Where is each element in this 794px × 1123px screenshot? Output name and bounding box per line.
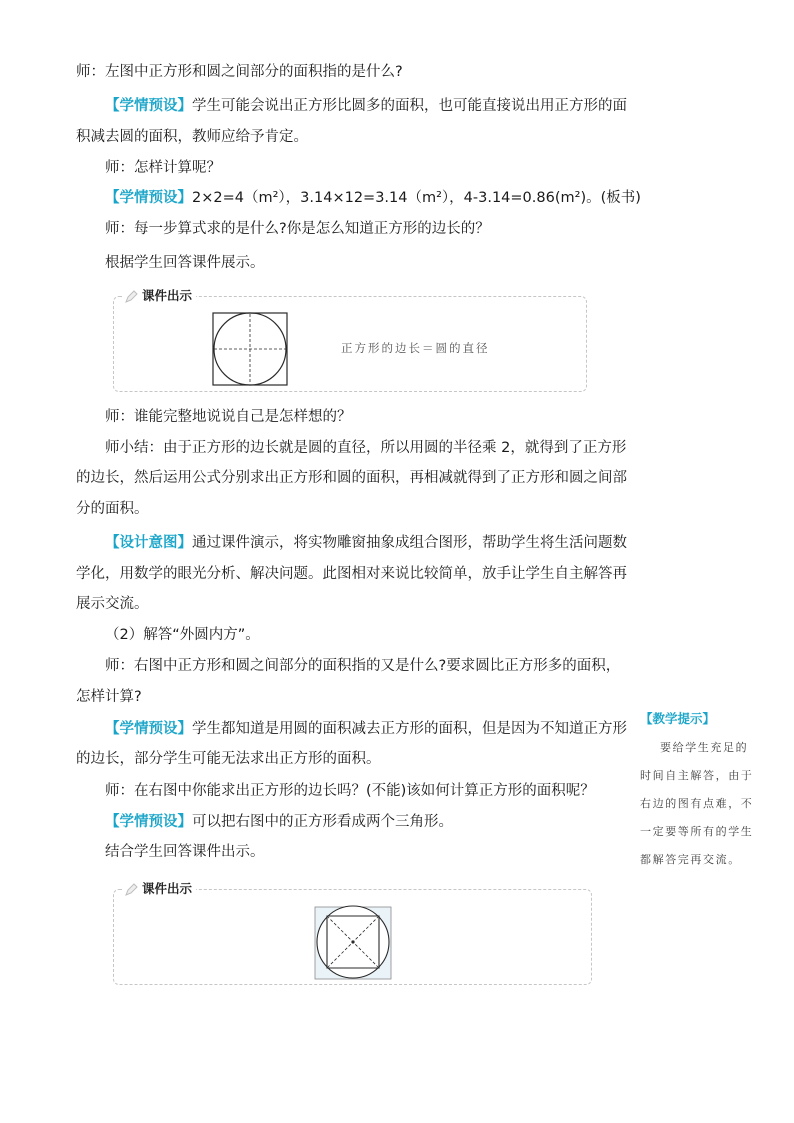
para-design-cont: 学化，用数学的眼光分析、解决问题。此图相对来说比较简单，放手让学生自主解答再 bbox=[76, 566, 627, 582]
sidebar-line: 时间自主解答，由于 bbox=[640, 769, 754, 782]
tag-design: 【设计意图】 bbox=[105, 535, 192, 551]
square-circle-figure bbox=[211, 311, 291, 387]
para-question-left: 师：左图中正方形和圆之间部分的面积指的是什么? bbox=[76, 64, 403, 80]
courseware-label: 课件出示 bbox=[122, 287, 196, 305]
para-preset-1-cont: 积减去圆的面积，教师应给予肯定。 bbox=[76, 129, 308, 145]
figure-caption: 正方形的边长＝圆的直径 bbox=[341, 341, 490, 355]
sidebar-line: 右边的图有点难，不 bbox=[640, 797, 754, 810]
para-preset-3-cont: 的边长，部分学生可能无法求出正方形的面积。 bbox=[76, 751, 381, 767]
para-how-calc: 师：怎样计算呢？ bbox=[105, 160, 221, 176]
sidebar-line: 一定要等所有的学生 bbox=[640, 825, 754, 838]
sidebar-title: 【教学提示】 bbox=[640, 711, 716, 726]
courseware-box-1 bbox=[113, 288, 587, 392]
para-preset-4: 【学情预设】可以把右图中的正方形看成两个三角形。 bbox=[105, 814, 453, 830]
para-show: 根据学生回答课件展示。 bbox=[105, 255, 265, 271]
para-question-right-cont: 怎样计算? bbox=[76, 689, 142, 705]
para-each-step: 师：每一步算式求的是什么?你是怎么知道正方形的边长的？ bbox=[105, 221, 490, 237]
circle-square-figure bbox=[313, 905, 393, 981]
para-preset-3: 【学情预设】学生都知道是用圆的面积减去正方形的面积，但是因为不知道正方形 bbox=[105, 721, 627, 737]
para-summary-end: 分的面积。 bbox=[76, 501, 149, 517]
para-question-right: 师：右图中正方形和圆之间部分的面积指的又是什么?要求圆比正方形多的面积， bbox=[105, 658, 621, 674]
tag-preset: 【学情预设】 bbox=[105, 814, 192, 830]
para-show-2: 结合学生回答课件出示。 bbox=[105, 844, 265, 860]
para-design: 【设计意图】通过课件演示，将实物雕窗抽象成组合图形，帮助学生将生活问题数 bbox=[105, 535, 627, 551]
pencil-icon bbox=[125, 883, 138, 896]
para-preset-2: 【学情预设】2×2=4（m²），3.14×12=3.14（m²），4-3.14=0.86(m²)。(板书) bbox=[105, 190, 641, 206]
courseware-box-2 bbox=[113, 881, 592, 985]
pencil-icon bbox=[125, 290, 138, 303]
tag-preset: 【学情预设】 bbox=[105, 98, 192, 114]
para-summary: 师小结：由于正方形的边长就是圆的直径，所以用圆的半径乘 2，就得到了正方形 bbox=[105, 440, 627, 456]
para-design-end: 展示交流。 bbox=[76, 596, 149, 612]
para-preset-1: 【学情预设】学生可能会说出正方形比圆多的面积，也可能直接说出用正方形的面 bbox=[105, 98, 627, 114]
sidebar-line: 要给学生充足的 bbox=[660, 741, 749, 754]
para-square-side: 师：在右图中你能求出正方形的边长吗？(不能)该如何计算正方形的面积呢？ bbox=[105, 783, 595, 799]
courseware-label: 课件出示 bbox=[122, 880, 196, 898]
tag-preset: 【学情预设】 bbox=[105, 190, 192, 206]
sidebar-line: 都解答完再交流。 bbox=[640, 853, 741, 866]
tag-preset: 【学情预设】 bbox=[105, 721, 192, 737]
para-complete: 师：谁能完整地说说自己是怎样想的？ bbox=[105, 409, 352, 425]
para-part2-heading: （2）解答“外圆内方”。 bbox=[105, 627, 260, 643]
sidebar-teaching-tip bbox=[640, 710, 760, 874]
para-summary-cont: 的边长，然后运用公式分别求出正方形和圆的面积，再相减就得到了正方形和圆之间部 bbox=[76, 470, 627, 486]
